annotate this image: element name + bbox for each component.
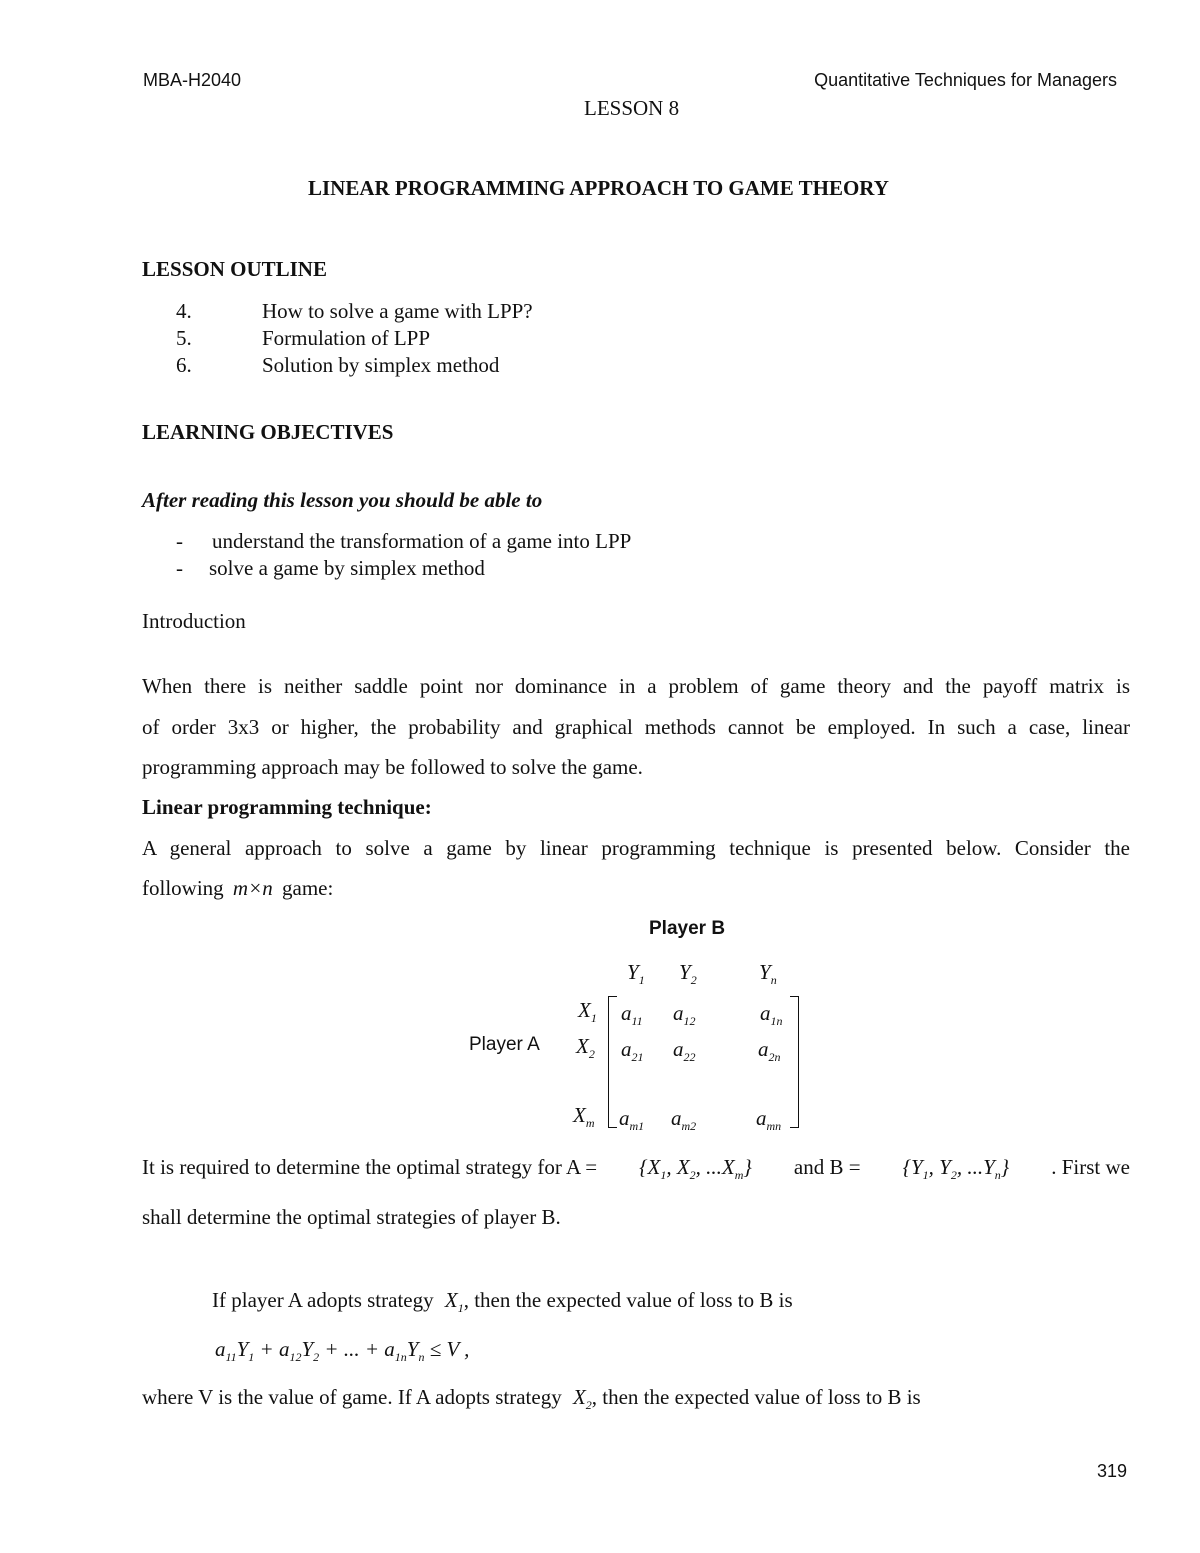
matrix-cell: $a_{12}$ xyxy=(673,1001,696,1029)
expected-loss-inequality: $a_{11}Y_1 + a_{12}Y_2$ + ... + $a_{1n}Y_n \le V$ , xyxy=(215,1337,470,1365)
lesson-number: LESSON 8 xyxy=(584,96,680,120)
objective-dash: - xyxy=(176,556,183,580)
matrix-cell: $a_{1n}$ xyxy=(760,1001,783,1029)
outline-item-num: 5. xyxy=(176,326,192,350)
objective-text: understand the transformation of a game into LPP xyxy=(212,529,632,553)
matrix-cell: $a_{m2}$ xyxy=(671,1106,697,1134)
intro-paragraph-line: When there is neither saddle point nor dominance in a problem of game theory and the payoff matrix is xyxy=(142,674,1130,698)
m-by-n-math: m×n xyxy=(232,876,273,900)
objectives-heading: LEARNING OBJECTIVES xyxy=(142,420,394,444)
objective-dash: - xyxy=(176,529,183,553)
where-sentence-prefix: where V is the value of game. If A adopts strategy xyxy=(142,1385,562,1409)
where-sentence-suffix: , then the expected value of loss to B is xyxy=(591,1385,921,1409)
column-strategy-label: $Y_n$ xyxy=(759,960,777,988)
page-number: 319 xyxy=(1097,1461,1128,1481)
matrix-cell: $a_{mn}$ xyxy=(756,1106,782,1134)
requirement-line xyxy=(142,1155,1130,1183)
outline-item-text: Solution by simplex method xyxy=(262,353,500,377)
row-player-label: Player A xyxy=(469,1034,540,1055)
lp-line-suffix: game: xyxy=(282,876,334,900)
objectives-lead: After reading this lesson you should be able to xyxy=(142,488,543,512)
requirement-and: and B = xyxy=(793,1155,861,1179)
outline-item-num: 6. xyxy=(176,353,192,377)
row-strategy-label: $X_m$ xyxy=(573,1103,595,1131)
outline-heading: LESSON OUTLINE xyxy=(142,257,327,281)
page-title: LINEAR PROGRAMMING APPROACH TO GAME THEORY xyxy=(308,176,889,200)
matrix-cell: $a_{m1}$ xyxy=(619,1106,645,1134)
outline-item-num: 4. xyxy=(176,299,192,323)
lp-technique-heading: Linear programming technique: xyxy=(142,795,432,819)
column-player-label: Player B xyxy=(649,918,726,939)
strategy-set-b: {$Y_1$, $Y_2$, $...Y_n$} xyxy=(902,1155,1010,1183)
strategy-set-a: {$X_1$, $X_2$, $...X_m$} xyxy=(639,1155,752,1183)
where-sentence xyxy=(142,1385,921,1413)
requirement-line-2: shall determine the optimal strategies of player B. xyxy=(142,1205,561,1229)
lp-paragraph-line xyxy=(142,876,333,901)
outline-item-text: How to solve a game with LPP? xyxy=(262,299,533,323)
row-strategy-label: $X_2$ xyxy=(576,1034,595,1062)
strategy-sentence xyxy=(212,1288,793,1316)
matrix-cell: $a_{2n}$ xyxy=(758,1037,781,1065)
introduction-heading: Introduction xyxy=(142,609,246,633)
column-strategy-label: $Y_2$ xyxy=(679,960,697,988)
matrix-cell: $a_{22}$ xyxy=(673,1037,696,1065)
strategy-x2: $X_2$ xyxy=(572,1385,592,1413)
lp-line-prefix: following xyxy=(142,876,224,900)
objective-text: solve a game by simplex method xyxy=(209,556,485,580)
requirement-prefix: It is required to determine the optimal strategy for A = xyxy=(142,1155,598,1179)
strategy-x1: $X_1$ xyxy=(444,1288,464,1316)
strategy-sentence-prefix: If player A adopts strategy xyxy=(212,1288,434,1312)
strategy-sentence-suffix: , then the expected value of loss to B is xyxy=(463,1288,793,1312)
column-strategy-label: $Y_1$ xyxy=(627,960,645,988)
header-course-title: Quantitative Techniques for Managers xyxy=(814,70,1117,90)
header-course-code: MBA-H2040 xyxy=(143,70,242,90)
matrix-right-bracket xyxy=(790,996,799,1128)
lp-paragraph-line: A general approach to solve a game by linear programming technique is presented below. Consider the xyxy=(142,836,1130,860)
intro-paragraph-line: of order 3x3 or higher, the probability and graphical methods cannot be employed. In such a case, linear xyxy=(142,715,1130,739)
matrix-cell: $a_{21}$ xyxy=(621,1037,644,1065)
requirement-suffix: . First we xyxy=(1051,1155,1130,1179)
outline-item-text: Formulation of LPP xyxy=(262,326,431,350)
row-strategy-label: $X_1$ xyxy=(578,998,597,1026)
matrix-left-bracket xyxy=(608,996,617,1128)
intro-paragraph-line: programming approach may be followed to solve the game. xyxy=(142,755,643,779)
matrix-cell: $a_{11}$ xyxy=(621,1001,643,1029)
